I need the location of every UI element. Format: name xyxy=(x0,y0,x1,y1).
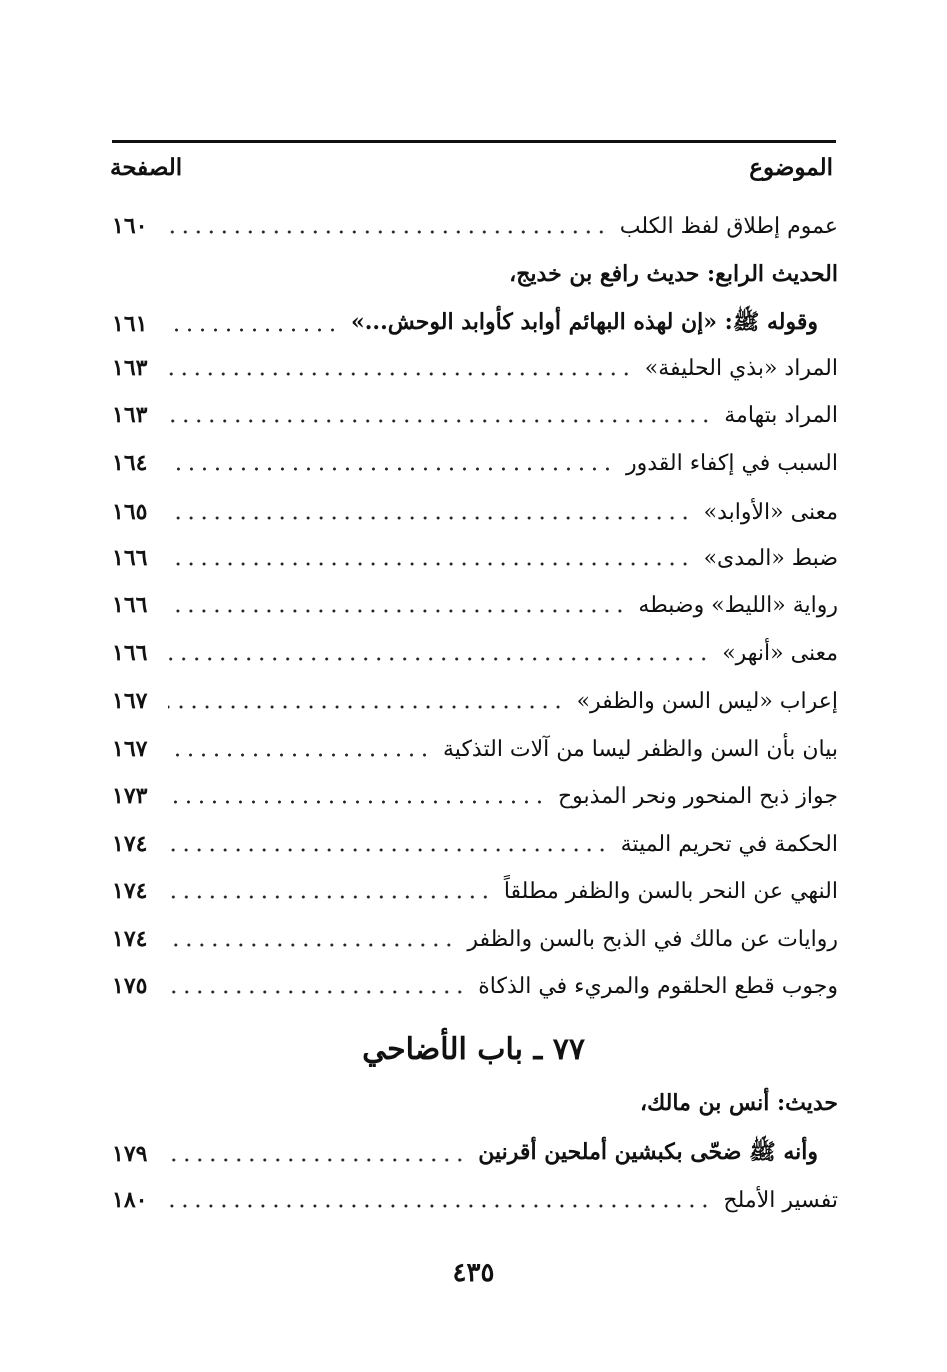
toc-entry xyxy=(112,443,838,483)
entry-title: المراد «بذي الحليفة» xyxy=(644,355,838,381)
leader-dots xyxy=(168,609,626,613)
leader-dots xyxy=(168,848,609,852)
toc-entry xyxy=(112,966,838,1006)
toc-entry xyxy=(112,729,838,769)
entry-page: ١٦٠ xyxy=(112,213,148,239)
toc-entry xyxy=(112,824,838,864)
leader-dots xyxy=(168,328,339,332)
toc-entry-heading xyxy=(112,254,838,294)
toc-entry xyxy=(112,776,838,816)
entry-title: الحكمة في تحريم الميتة xyxy=(620,831,838,857)
toc-entry xyxy=(112,1180,838,1220)
leader-dots xyxy=(168,1204,711,1208)
entry-title: وأنه ﷺ ضحّى بكبشين أملحين أقرنين xyxy=(478,1139,818,1165)
header-rule xyxy=(112,140,836,143)
leader-dots xyxy=(168,705,565,709)
toc-entry xyxy=(112,348,838,388)
entry-title: معنى «أنهر» xyxy=(722,640,838,666)
entry-page: ١٧٤ xyxy=(112,926,148,952)
entry-page: ١٦٣ xyxy=(112,355,148,381)
leader-dots xyxy=(168,467,614,471)
leader-dots xyxy=(168,562,692,566)
entry-title: وقوله ﷺ: «إن لهذه البهائم أوابد كأوابد الوحش...» xyxy=(351,309,818,335)
leader-dots xyxy=(168,895,492,899)
entry-title: جواز ذبح المنحور ونحر المذبوح xyxy=(557,783,838,809)
entry-page: ١٦٥ xyxy=(112,499,148,525)
toc-entry xyxy=(112,492,838,532)
toc-entry xyxy=(112,304,818,344)
entry-page: ١٦٧ xyxy=(112,736,148,762)
entry-title: المراد بتهامة xyxy=(724,402,838,428)
leader-dots xyxy=(168,419,712,423)
leader-dots xyxy=(168,1158,466,1162)
leader-dots xyxy=(168,753,431,757)
entry-title: تفسير الأملح xyxy=(723,1187,838,1213)
entry-page: ١٨٠ xyxy=(112,1187,148,1213)
entry-title: السبب في إكفاء القدور xyxy=(625,450,838,476)
topic-column-header: الموضوع xyxy=(749,154,833,181)
toc-entry xyxy=(112,871,838,911)
entry-title: النهي عن النحر بالسن والظفر مطلقاً xyxy=(503,878,838,904)
toc-entry xyxy=(112,538,838,578)
leader-dots xyxy=(168,943,455,947)
entry-title: وجوب قطع الحلقوم والمريء في الذكاة xyxy=(478,973,838,999)
entry-page: ١٧٤ xyxy=(112,878,148,904)
entry-page: ١٦٦ xyxy=(112,545,148,571)
leader-dots xyxy=(168,230,608,234)
toc-entry xyxy=(112,585,838,625)
entry-title: إعراب «ليس السن والظفر» xyxy=(576,688,838,714)
toc-entry xyxy=(112,395,838,435)
toc-entry xyxy=(112,1134,818,1174)
entry-page: ١٧٥ xyxy=(112,973,148,999)
leader-dots xyxy=(168,372,633,376)
entry-page: ١٦٣ xyxy=(112,402,148,428)
entry-title: حديث: أنس بن مالك، xyxy=(640,1090,838,1116)
toc-entry xyxy=(112,681,838,721)
entry-title: عموم إطلاق لفظ الكلب xyxy=(619,213,838,239)
entry-title: بيان بأن السن والظفر ليسا من آلات التذكية xyxy=(443,736,838,762)
entry-page: ١٦٧ xyxy=(112,688,148,714)
leader-dots xyxy=(168,516,692,520)
toc-entry-heading xyxy=(112,1083,838,1123)
entry-page: ١٦١ xyxy=(112,311,148,337)
entry-title: معنى «الأوابد» xyxy=(703,499,838,525)
entry-title: ضبط «المدى» xyxy=(703,545,838,571)
leader-dots xyxy=(168,800,546,804)
leader-dots xyxy=(168,657,710,661)
entry-title: الحديث الرابع: حديث رافع بن خديج، xyxy=(509,261,838,287)
toc-entry xyxy=(112,206,838,246)
page-column-header: الصفحة xyxy=(110,154,183,181)
entry-page: ١٦٦ xyxy=(112,640,148,666)
chapter-heading: ٧٧ ـ باب الأضاحي xyxy=(362,1032,585,1067)
entry-page: ١٧٤ xyxy=(112,831,148,857)
entry-page: ١٧٣ xyxy=(112,783,148,809)
entry-title: روايات عن مالك في الذبح بالسن والظفر xyxy=(467,926,838,952)
entry-title: رواية «الليط» وضبطه xyxy=(638,592,838,618)
entry-page: ١٦٦ xyxy=(112,592,148,618)
entry-page: ١٧٩ xyxy=(112,1141,148,1167)
toc-entry xyxy=(112,633,838,673)
toc-entry xyxy=(112,919,838,959)
leader-dots xyxy=(168,990,466,994)
page-number: ٤٣٥ xyxy=(452,1258,495,1288)
entry-page: ١٦٤ xyxy=(112,450,148,476)
